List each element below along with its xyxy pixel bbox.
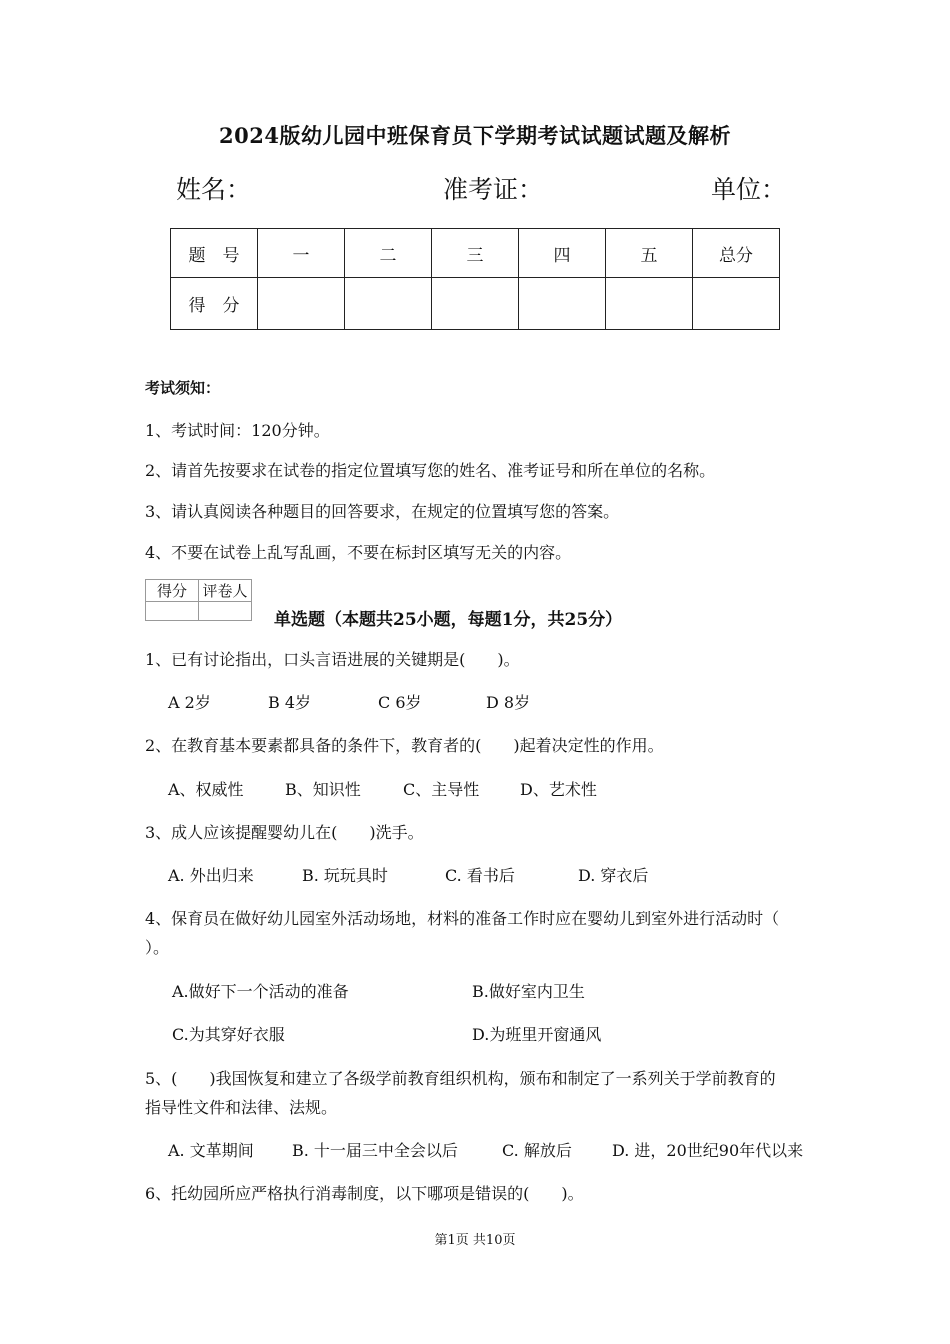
- answer-option: C.为其穿好衣服: [172, 1025, 285, 1044]
- answer-option: D. 进，20世纪90年代以来: [612, 1141, 804, 1160]
- answer-option: B.做好室内卫生: [472, 982, 585, 1001]
- score-cell: [606, 278, 693, 330]
- score-cell: [258, 278, 345, 330]
- grader-score-cell: [146, 602, 199, 621]
- answer-option: B. 玩玩具时: [302, 866, 388, 885]
- question-text-continued: ）。: [145, 938, 170, 957]
- exam-id-field-label: 准考证：: [443, 175, 544, 204]
- question-text-continued: 指导性文件和法律、法规。: [145, 1098, 338, 1117]
- score-table: [170, 228, 780, 330]
- notice-item: 1、考试时间：120分钟。: [145, 421, 330, 440]
- answer-option: D、艺术性: [520, 780, 597, 799]
- question-text: 4、保育员在做好幼儿园室外活动场地，材料的准备工作时应在婴幼儿到室外进行活动时（: [145, 909, 780, 928]
- notice-item: 2、请首先按要求在试卷的指定位置填写您的姓名、准考证号和所在单位的名称。: [145, 461, 716, 480]
- score-table-header-cell: 三: [432, 229, 519, 278]
- notice-item: 3、请认真阅读各种题目的回答要求，在规定的位置填写您的答案。: [145, 502, 620, 521]
- answer-option: D.为班里开窗通风: [472, 1025, 602, 1044]
- score-cell: [432, 278, 519, 330]
- score-table-header-cell: 五: [606, 229, 693, 278]
- question-text: 2、在教育基本要素都具备的条件下，教育者的( )起着决定性的作用。: [145, 736, 664, 755]
- score-table-header-cell: 四: [519, 229, 606, 278]
- question-text: 1、已有讨论指出，口头言语进展的关键期是( )。: [145, 650, 520, 669]
- answer-option: A. 文革期间: [168, 1141, 254, 1160]
- answer-option: B 4岁: [268, 693, 312, 712]
- answer-option: A. 外出归来: [168, 866, 254, 885]
- section-title: 单选题（本题共25小题，每题1分，共25分）: [274, 610, 623, 630]
- question-text: 3、成人应该提醒婴幼儿在( )洗手。: [145, 823, 424, 842]
- score-table-header-row: [171, 229, 780, 278]
- notice-heading: 考试须知：: [145, 379, 221, 397]
- score-table-header-cell: 总分: [693, 229, 780, 278]
- page-title: 2024版幼儿园中班保育员下学期考试试题试题及解析: [219, 123, 731, 148]
- score-table-header-cell: 二: [345, 229, 432, 278]
- grader-name-label: 评卷人: [199, 580, 252, 602]
- answer-option: B、知识性: [285, 780, 361, 799]
- page-footer: 第1页 共10页: [434, 1233, 516, 1248]
- grader-score-label: 得分: [146, 580, 199, 602]
- score-table-row-label: 得 分: [171, 278, 258, 330]
- grader-table: [145, 579, 252, 621]
- score-table-header-cell: 一: [258, 229, 345, 278]
- notice-item: 4、不要在试卷上乱写乱画，不要在标封区填写无关的内容。: [145, 543, 572, 562]
- answer-option: D 8岁: [486, 693, 531, 712]
- name-field-label: 姓名：: [176, 175, 252, 204]
- answer-option: A.做好下一个活动的准备: [172, 982, 349, 1001]
- answer-option: C 6岁: [378, 693, 422, 712]
- answer-option: C、主导性: [403, 780, 480, 799]
- answer-option: C. 解放后: [502, 1141, 572, 1160]
- score-cell: [519, 278, 606, 330]
- question-text: 5、( )我国恢复和建立了各级学前教育组织机构，颁布和制定了一系列关于学前教育的: [145, 1069, 776, 1088]
- grader-name-cell: [199, 602, 252, 621]
- answer-option: B. 十一届三中全会以后: [292, 1141, 458, 1160]
- answer-option: A、权威性: [168, 780, 244, 799]
- score-table-header-label: 题 号: [171, 229, 258, 278]
- answer-option: D. 穿衣后: [578, 866, 649, 885]
- unit-field-label: 单位：: [711, 175, 787, 204]
- answer-option: A 2岁: [168, 693, 211, 712]
- score-cell: [693, 278, 780, 330]
- answer-option: C. 看书后: [445, 866, 515, 885]
- score-table-score-row: [171, 278, 780, 330]
- question-text: 6、托幼园所应严格执行消毒制度，以下哪项是错误的( )。: [145, 1184, 584, 1203]
- score-cell: [345, 278, 432, 330]
